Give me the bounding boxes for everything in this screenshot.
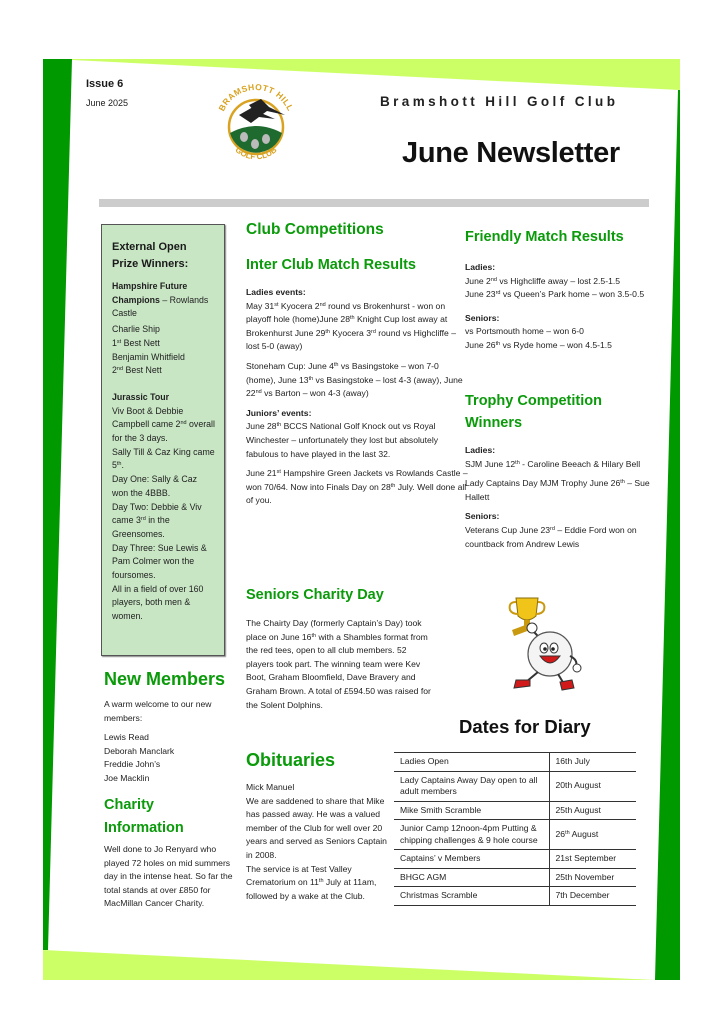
date-cell: 7th December (549, 887, 636, 906)
issue-date: June 2025 (86, 98, 129, 108)
new-members-section: A warm welcome to our new members: Lewis Read Deborah Manclark Freddie John’s Joe Macklin (104, 698, 234, 786)
table-row (394, 868, 636, 887)
obituaries-text: Mick Manuel We are saddened to share that Mike has passed away. He was a valued member of the Club for well over 20 years and served as Seniors Captain in 2008. The service is at Test Valley Crematorium on 11th July at 11am, followed by a wake at the Club. (246, 782, 387, 901)
friendly-heading: Friendly Match Results (465, 229, 624, 245)
charity-text: Well done to Jo Renyard who played 72 holes on mid summers day in the intense heat. So far the total stands at over £850 for MacMillan Cancer Charity. (104, 844, 233, 909)
bottom-lime-band (43, 950, 655, 980)
club-competitions-heading: Club Competitions (246, 221, 384, 238)
right-green-wedge (655, 90, 680, 980)
golf-ball-trophy-mascot-icon (498, 590, 590, 694)
event-cell: Junior Camp 12noon-4pm Putting & chipping challenges & 9 hole course (394, 820, 549, 850)
seniors-charity-heading: Seniors Charity Day (246, 587, 384, 603)
friendly-results: Ladies: June 2nd vs Highcliffe away – lost 2.5-1.5 June 23rd vs Queen’s Park home – won 3.5-0.5 Seniors: vs Portsmouth home – won 6-0 June 26th vs Ryde home – won 4.5-1.5 (465, 262, 645, 350)
trophy-heading: Trophy Competition Winners (465, 393, 602, 431)
table-row (394, 801, 636, 820)
svg-text:BRAMSHOTT HILL: BRAMSHOTT HILL (216, 81, 296, 113)
event-cell: Christmas Scramble (394, 887, 549, 906)
date-cell: 25th August (549, 801, 636, 820)
diary-table-wrapper (394, 752, 636, 906)
event-cell: BHGC AGM (394, 868, 549, 887)
member-name: Joe Macklin (104, 772, 150, 783)
event-cell: Ladies Open (394, 753, 549, 772)
hampshire-future-champions: Hampshire Future Champions – Rowlands Castle Charlie Ship 1st Best Nett Benjamin Whitfield 2nd Best Nett (112, 281, 209, 376)
external-open-winners-box (101, 224, 225, 656)
diary-table (394, 752, 636, 906)
event-cell: Lady Captains Away Day open to all adult members (394, 771, 549, 801)
jurassic-tour: Jurassic Tour Viv Boot & Debbie Campbell came 2nd overall for the 3 days. Sally Till & Caz King came 5th. Day One: Sally & Caz won the 4BBB. Day Two: Debbie & Viv came 3rd in the Greensomes. Day Three: Sue Lewis & Pam Colmer won the foursomes. All in a field of over 160 players, both men & women. (112, 391, 215, 622)
table-row (394, 887, 636, 906)
member-name: Deborah Manclark (104, 745, 175, 756)
header-divider (99, 199, 649, 207)
left-green-wedge (43, 59, 72, 950)
svg-text:GOLF CLUB: GOLF CLUB (233, 145, 279, 162)
event-cell: Captains’ v Members (394, 850, 549, 869)
issue-number: Issue 6 (86, 78, 124, 90)
magpies-crest-icon (213, 75, 299, 175)
table-row (394, 771, 636, 801)
inter-club-results: Ladies events: May 31st Kyocera 2nd round vs Brokenhurst - won on playoff hole (home)June 28th Knight Cup lost away at Brokenhurst June 29th Kyocera 3rd round vs Highcliffe – lost 5-0 (away) Stoneham Cup: June 4th vs Basingstoke – won 7-0 (home), June 13th vs Basingstoke – lost 4-3 (away), June 22nd vs Barton – won 4-3 (away) Juniors’ events: June 28th BCCS National Golf Knock out vs Royal Winchester – unfortunately they lost but absolutely fabulous to have played in the last 32. June 21st Hampshire Green Jackets vs Rowlands Castle – won 70/64. Now into Finals Day on 28th July. Well done all of you. (246, 287, 468, 506)
table-row (394, 850, 636, 869)
date-cell: 25th November (549, 868, 636, 887)
sidebox-heading: External Open Prize Winners: (112, 241, 189, 270)
table-row (394, 820, 636, 850)
member-name: Freddie John’s (104, 759, 161, 770)
obituaries-heading: Obituaries (246, 750, 336, 770)
newsletter-title: June Newsletter (402, 137, 620, 169)
inter-club-heading: Inter Club Match Results (246, 257, 416, 273)
date-cell: 16th July (549, 753, 636, 772)
date-cell: 26th August (549, 820, 636, 850)
trophy-results: Ladies: SJM June 12th - Caroline Beeach & Hilary Bell Lady Captains Day MJM Trophy June 26th – Sue Hallett Seniors: Veterans Cup June 23rd – Eddie Ford won on countback from Andrew Lewis (465, 445, 650, 549)
table-row (394, 753, 636, 772)
date-cell: 21st September (549, 850, 636, 869)
member-name: Lewis Read (104, 732, 149, 743)
dates-for-diary-heading: Dates for Diary (459, 716, 591, 737)
club-name: Bramshott Hill Golf Club (380, 94, 619, 109)
top-lime-band (72, 59, 680, 90)
date-cell: 20th August (549, 771, 636, 801)
seniors-charity-text: The Chairty Day (formerly Captain’s Day) took place on June 16th with a Shambles format from the red tees, open to all club members. 52 players took part. The winning team were Kev Boot, Graham Bloomfield, Dave Bravery and Graham Brown. A total of £594.50 was raised for the Solent Dolphins. (246, 618, 431, 710)
charity-heading: Charity Information (104, 797, 184, 836)
new-members-heading: New Members (104, 669, 226, 689)
event-cell: Mike Smith Scramble (394, 801, 549, 820)
